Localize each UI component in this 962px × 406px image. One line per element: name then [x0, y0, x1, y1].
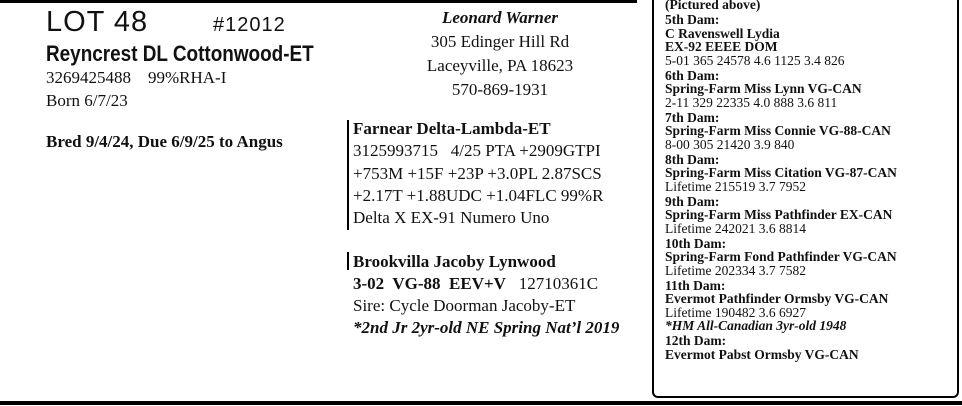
dam-score: 3-02 VG-88 EEV+V	[353, 274, 506, 293]
registration-line	[46, 68, 226, 88]
dam-registration: 12710361C	[518, 274, 599, 293]
consignor-block	[410, 6, 590, 102]
dam-lineage-row: Lifetime 202334 3.7 7582	[665, 262, 806, 278]
dam-lineage-row: 8-00 305 21420 3.9 840	[665, 136, 795, 152]
dam-lineage-row: (Pictured above)	[665, 0, 761, 12]
dam-lineage-row: Spring-Farm Miss Pathfinder EX-CAN	[665, 207, 893, 222]
dam-lineage-row: Spring-Farm Miss Connie VG-88-CAN	[665, 123, 891, 138]
dam-lineage-row: 12th Dam:	[665, 333, 727, 348]
dam-score-line	[353, 274, 598, 294]
top-rule	[0, 0, 637, 3]
dam-lineage-list	[665, 0, 955, 361]
dam-lineage-row: 9th Dam:	[665, 193, 720, 209]
rha-percentage: 99%RHA-I	[148, 68, 227, 87]
dam-lineage-row: 10th Dam:	[665, 235, 727, 251]
sire-name: Farnear Delta-Lambda-ET	[353, 119, 551, 138]
consignor-name: Leonard Warner	[441, 8, 559, 27]
cow-name: Reyncrest DL Cottonwood-ET	[46, 41, 314, 66]
birth-date: Born 6/7/23	[46, 91, 128, 110]
dam-lineage-row: 6th Dam:	[665, 67, 720, 83]
dam-lineage-row: 8th Dam:	[665, 151, 720, 167]
dam-bracket	[347, 252, 349, 270]
dam-lineage-row: 2-11 329 22335 4.0 888 3.6 811	[665, 94, 838, 110]
dam-lineage-row: Evermot Pathfinder Ormsby VG-CAN	[665, 291, 889, 306]
dam-lineage-row: C Ravenswell Lydia	[665, 25, 780, 41]
bottom-rule	[0, 401, 962, 405]
dam-lineage-row: Spring-Farm Miss Citation VG-87-CAN	[665, 165, 897, 180]
sire-bracket	[347, 120, 349, 230]
dam-name: Brookvilla Jacoby Lynwood	[353, 252, 556, 271]
consignor-street: 305 Edinger Hill Rd	[430, 32, 570, 51]
dam-lineage-row: Lifetime 190482 3.6 6927	[665, 304, 806, 320]
sire-line-4: Delta X EX-91 Numero Uno	[353, 208, 550, 227]
dam-lineage-row: 5th Dam:	[665, 12, 720, 27]
dam-lineage-row: 11th Dam:	[665, 277, 726, 293]
sire-line-3: +2.17T +1.88UDC +1.04FLC 99%R	[353, 186, 604, 205]
dam-lineage-row: 7th Dam:	[665, 109, 720, 125]
dam-lineage-row: Evermot Pabst Ormsby VG-CAN	[665, 346, 859, 362]
dam-lineage-row: Lifetime 242021 3.6 8814	[665, 220, 806, 236]
dam-award: *2nd Jr 2yr-old NE Spring Nat’l 2019	[353, 318, 620, 337]
lot-number: LOT 48	[46, 6, 149, 38]
dam-lineage-row: Spring-Farm Miss Lynn VG-CAN	[665, 81, 862, 96]
dam-lineage-row: 5-01 365 24578 4.6 1125 3.4 826	[665, 52, 845, 68]
sire-line-2: +753M +15F +23P +3.0PL 2.87SCS	[353, 164, 602, 183]
registration-number: 3269425488	[46, 68, 131, 87]
sire-line-1: 3125993715 4/25 PTA +2909GTPI	[353, 141, 601, 160]
dam-sire: Sire: Cycle Doorman Jacoby-ET	[353, 296, 576, 315]
dam-lineage-row: Spring-Farm Fond Pathfinder VG-CAN	[665, 249, 897, 264]
consignor-city: Laceyville, PA 18623	[426, 56, 574, 75]
consignor-phone: 570-869-1931	[451, 80, 549, 99]
dam-lineage-row: EX-92 EEEE DOM	[665, 39, 778, 54]
breeding-info: Bred 9/4/24, Due 6/9/25 to Angus	[46, 132, 283, 151]
lot-code: #12012	[213, 14, 286, 36]
dam-lineage-row: *HM All-Canadian 3yr-old 1948	[665, 318, 847, 333]
dam-lineage-row: Lifetime 215519 3.7 7952	[665, 178, 806, 194]
